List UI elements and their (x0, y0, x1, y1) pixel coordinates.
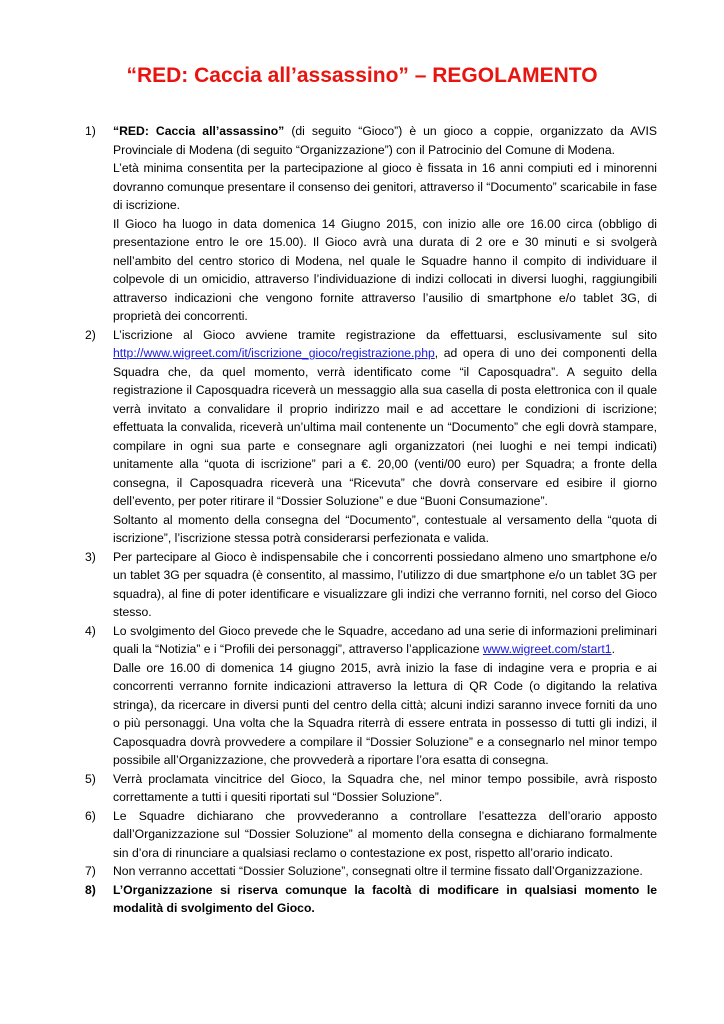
registration-link[interactable]: http://www.wigreet.com/it/iscrizione_gioco/registrazione.php (113, 346, 435, 360)
rule-text: L’iscrizione al Gioco avviene tramite registrazione da effettuarsi, esclusivamente sul sito (113, 327, 657, 342)
app-link[interactable]: www.wigreet.com/start1 (482, 642, 612, 656)
rule-text: Lo svolgimento del Gioco prevede che le Squadre, accedano ad una serie di informazioni preliminari quali la “Notizia” e i “Profili dei personaggi”, attraverso l’applicazione (113, 623, 657, 656)
rule-text: (di seguito “Gioco”) è un gioco a coppie, organizzato da AVIS Provinciale di Modena (di seguito “Organizzazione”) con il Patrocinio del Comune di Modena. (113, 124, 657, 157)
rule-paragraph (113, 122, 657, 159)
rule-item-2 (85, 326, 657, 548)
rule-item-7 (85, 862, 657, 881)
rule-number: 7) (85, 864, 96, 878)
rule-paragraph: L’Organizzazione si riserva comunque la facoltà di modificare in qualsiasi momento le modalità di svolgimento del Gioco. (113, 882, 657, 915)
rule-item-8 (85, 881, 657, 918)
rule-number: 4) (85, 623, 96, 638)
rule-paragraph: Per partecipare al Gioco è indispensabile che i concorrenti possiedano almeno uno smartphone e/o un tablet 3G per squadra (è consentito, al massimo, l’utilizzo di due smartphone e/o un tablet 3G per squadra), al fine di poter identificare e visualizzare gli indizi che verranno forniti, nel corso del Gioco stesso. (113, 549, 657, 619)
rule-paragraph: Le Squadre dichiarano che provvederanno a controllare l’esattezza dell’orario apposto dall’Organizzazione sul “Dossier Soluzione” al momento della consegna e dichiarano formalmente sin d’ora di rinunciare a qualsiasi reclamo o contestazione ex post, rispetto all’orario indicato. (113, 808, 657, 860)
rule-paragraph: Il Gioco ha luogo in data domenica 14 Giugno 2015, con inizio alle ore 16.00 circa (obbligo di presentazione entro le ore 15.00). Il Gioco avrà una durata di 2 ore e 30 minuti e si svolgerà nell’ambito del centro storico di Modena, nel quale le Squadre hanno il compito di individuare il colpevole di un omicidio, attraverso l’individuazione di indizi collocati in diversi luoghi, raggiungibili attraverso indicazioni che vengono fornite attraverso l’ausilio di smartphone e/o tablet 3G, di proprietà dei concorrenti. (113, 216, 657, 323)
rule-paragraph (113, 326, 657, 511)
rule-number: 3) (85, 549, 96, 564)
rule-paragraph (113, 622, 657, 659)
rule-item-3 (85, 548, 657, 622)
rule-number: 5) (85, 771, 96, 786)
rule-paragraph: Dalle ore 16.00 di domenica 14 giugno 2015, avrà inizio la fase di indagine vera e propria e ai concorrenti verranno fornite indicazioni attraverso la lettura di QR Code (o digitando la relativa stringa), da ricercare in diversi punti del centro della città; alcuni indizi saranno invece forniti da uno o più personaggi. Una volta che la Squadra riterrà di essere entrata in possesso di tutti gli indizi, il Caposquadra dovrà provvedere a compilare il “Dossier Soluzione” e a consegnarlo nel minor tempo possibile all’Organizzazione, che provvederà a riportare l’ora esatta di consegna. (113, 660, 657, 767)
rule-item-5 (85, 770, 657, 807)
rule-number: 1) (85, 124, 96, 138)
rule-number: 6) (85, 808, 96, 823)
rule-paragraph: Non verranno accettati “Dossier Soluzione”, consegnati oltre il termine fissato dall’Organizzazione. (113, 864, 643, 878)
rule-paragraph: L’età minima consentita per la partecipazione al gioco è fissata in 16 anni compiuti ed i minorenni dovranno comunque presentare il consenso dei genitori, attraverso il “Documento” scaricabile in fase di iscrizione. (113, 161, 657, 212)
rule-paragraph: Verrà proclamata vincitrice del Gioco, la Squadra che, nel minor tempo possibile, avrà risposto correttamente a tutti i quesiti riportati sul “Dossier Soluzione”. (113, 771, 657, 804)
rule-number: 8) (85, 882, 96, 897)
rule-item-6 (85, 807, 657, 863)
rule-item-4 (85, 622, 657, 770)
rule-text: , ad opera di uno dei componenti della Squadra che, da quel momento, verrà identificato come “il Caposquadra”. A seguito della registrazione il Caposquadra riceverà un messaggio alla sua casella di posta elettronica con il quale verrà invitato a convalidare il proprio indirizzo mail e ad accettare le condizioni di iscrizione; effettuata la convalida, riceverà un’ultima mail contenente un “Documento” che egli dovrà stampare, compilare in ogni sua parte e consegnare agli organizzatori (nei luoghi e nei tempi indicati) unitamente alla “quota di iscrizione” pari a €. 20,00 (venti/00 euro) per Squadra; a fronte della consegna, il Caposquadra riceverà una “Ricevuta” che dovrà conservare ed esibire il giorno dell’evento, per poter ritirare il “Dossier Soluzione” e due “Buoni Consumazione”. (113, 346, 657, 508)
rule-number: 2) (85, 327, 96, 342)
rule-paragraph: Soltanto al momento della consegna del “Documento”, contestuale al versamento della “quota di iscrizione”, l’iscrizione stessa potrà considerarsi perfezionata e valida. (113, 512, 657, 545)
rules-list (85, 122, 657, 918)
game-name: “RED: Caccia all’assassino” (113, 124, 285, 138)
rule-text: . (611, 642, 615, 656)
rule-item-1 (85, 122, 657, 326)
document-title: “RED: Caccia all’assassino” – REGOLAMENTO (126, 64, 598, 87)
